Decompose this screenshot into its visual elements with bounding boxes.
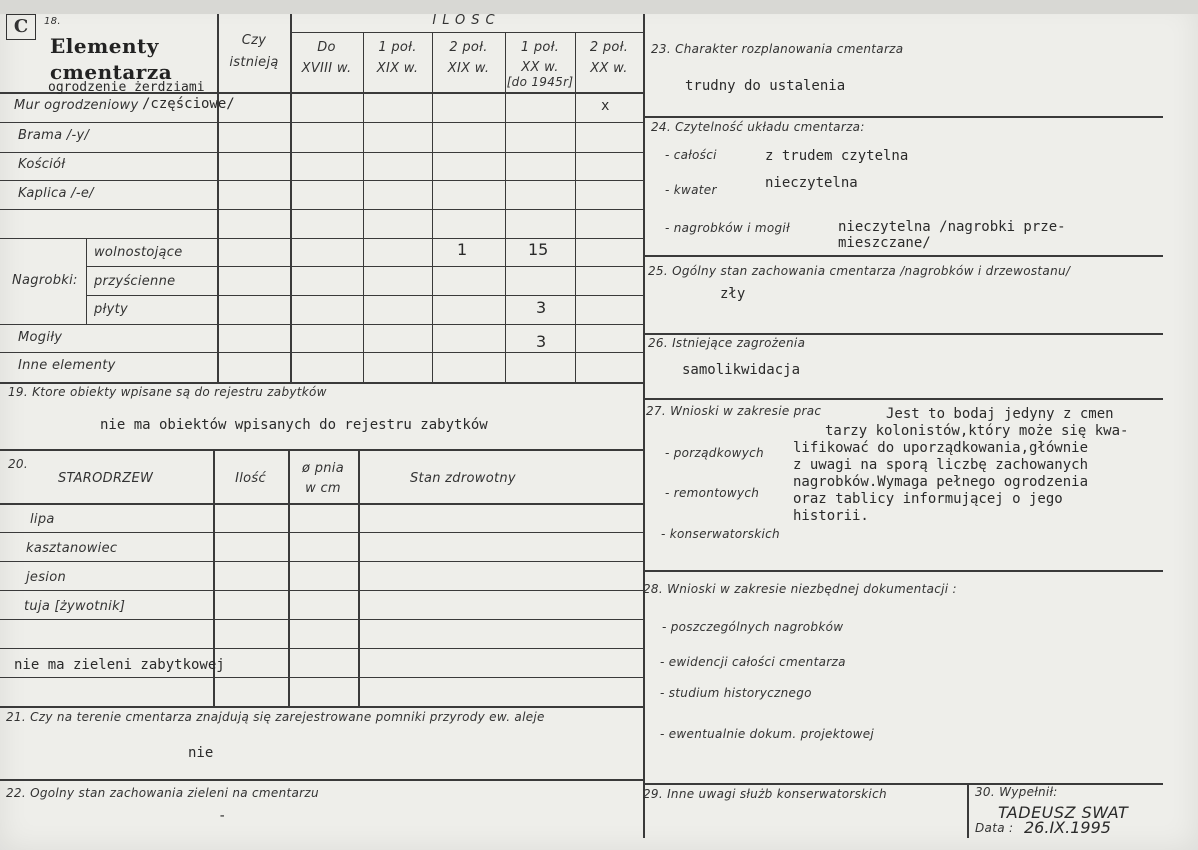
col-header-1pol-xix-w: XIX w. <box>376 61 419 76</box>
col-header-2pol-xix-w: XIX w. <box>447 61 490 76</box>
grid-line <box>643 116 1163 118</box>
section27-item-konserwatorskich: - konserwatorskich <box>661 527 780 541</box>
section20-answer: nie ma zieleni zabytkowej <box>14 657 225 673</box>
section28-item-projektowej: - ewentualnie dokum. projektowej <box>660 727 875 741</box>
section19-answer: nie ma obiektów wpisanych do rejestru zabytków <box>100 417 488 433</box>
section27-answer-line5: nagrobków.Wymaga pełnego ogrodzenia <box>793 474 1089 490</box>
section24-answer-kwater: nieczytelna <box>765 175 858 191</box>
mur-mark: x <box>601 98 610 114</box>
col-header-1pol-xx: 1 poł. <box>520 40 560 55</box>
grid-line <box>0 382 643 384</box>
section-title-line2: cmentarza <box>50 60 173 84</box>
mogily-1pol20-value: 3 <box>536 332 547 351</box>
grid-line <box>0 238 643 239</box>
center-divider <box>643 14 645 838</box>
col-header-2pol-xx-w: XX w. <box>590 61 628 76</box>
grid-line <box>0 779 643 781</box>
row-label-przyscienne: przyścienne <box>94 274 176 289</box>
wolnostojace-1pol20-value: 15 <box>528 240 549 259</box>
section28-label: 28. Wnioski w zakresie niezbędnej dokumentacji : <box>643 582 957 596</box>
section30-name: TADEUSZ SWAT <box>998 803 1129 822</box>
col-header-istnieja: istnieją <box>229 55 279 70</box>
grid-line <box>643 783 1163 785</box>
ogrodzenie-typed: ogrodzenie żerdziami <box>48 80 205 95</box>
section27-answer-line4: z uwagi na sporą liczbę zachowanych <box>793 457 1089 473</box>
grid-line <box>0 706 643 708</box>
header-starodrzew: STARODRZEW <box>58 471 154 486</box>
col-header-1pol-xx-w: XX w. <box>521 60 559 75</box>
row-label-kosciol: Kościół <box>18 157 66 172</box>
wolnostojace-2pol19-value: 1 <box>457 240 468 259</box>
row-label-kaplica: Kaplica /-e/ <box>18 186 94 201</box>
section27-answer-line2: tarzy kolonistów,który może się kwa- <box>825 423 1129 439</box>
row-label-mogily: Mogiły <box>18 330 63 345</box>
col-header-2pol-xx: 2 poł. <box>589 40 629 55</box>
grid-line <box>358 449 360 706</box>
section26-answer: samolikwidacja <box>682 362 801 378</box>
grid-line <box>86 238 87 324</box>
section25-label: 25. Ogólny stan zachowania cmentarza /nagrobków i drzewostanu/ <box>648 264 1071 278</box>
col-header-do-xviii: Do <box>317 40 336 55</box>
grid-line <box>86 266 643 267</box>
section21-answer: nie <box>188 745 214 761</box>
grid-line <box>0 122 643 123</box>
grid-line <box>0 503 643 505</box>
section19-label: 19. Ktore obiekty wpisane są do rejestru zabytków <box>8 385 327 399</box>
header-fi-pnia: ø pnia <box>302 461 344 476</box>
tree-kasztanowiec: kasztanowiec <box>26 541 118 556</box>
section30-date: 26.IX.1995 <box>1024 818 1111 837</box>
grid-line <box>0 180 643 181</box>
grid-line <box>363 32 364 382</box>
section24-answer-nagrobkow: nieczytelna /nagrobki prze- <box>838 219 1066 235</box>
section24-item-kwater: - kwater <box>665 183 717 197</box>
section30-label: 30. Wypełnił: <box>975 785 1058 799</box>
tree-jesion: jesion <box>26 570 66 585</box>
grid-line <box>290 32 643 33</box>
section22-label: 22. Ogolny stan zachowania zieleni na cmentarzu <box>6 786 319 800</box>
grid-line <box>643 398 1163 400</box>
section27-item-remontowych: - remontowych <box>665 486 760 500</box>
section24-item-calosci: - całości <box>665 148 717 162</box>
grid-line <box>0 532 643 533</box>
grid-line <box>575 32 576 382</box>
plyty-1pol20-value: 3 <box>536 298 547 317</box>
row-label-mur: Mur ogrodzeniowy <box>14 98 139 113</box>
grid-line <box>643 255 1163 257</box>
row-label-plyty: płyty <box>94 302 128 317</box>
section28-item-studium: - studium historycznego <box>660 686 812 700</box>
section22-answer: - <box>218 808 227 824</box>
section-number: 18. <box>44 16 61 27</box>
col-header-2pol-xix: 2 poł. <box>449 40 488 55</box>
section27-answer-line1: Jest to bodaj jedyny z cmen <box>886 406 1114 422</box>
grid-line <box>643 333 1163 335</box>
grid-line <box>0 324 643 325</box>
mur-typed-value: /częściowe/ <box>142 96 235 112</box>
section28-item-nagrobkow: - poszczególnych nagrobków <box>662 620 844 634</box>
section23-answer: trudny do ustalenia <box>685 78 846 94</box>
section27-answer-line6: oraz tablicy informującej o jego <box>793 491 1063 507</box>
col-header-czy: Czy <box>241 33 267 48</box>
section27-label: 27. Wnioski w zakresie prac <box>646 404 822 418</box>
row-label-nagrobki: Nagrobki: <box>12 273 78 288</box>
col-header-ilosc: ILOSC <box>432 13 501 28</box>
section26-label: 26. Istniejące zagrożenia <box>648 336 806 350</box>
col-header-1pol-xx-note: [do 1945r] <box>506 75 574 89</box>
section25-answer: zły <box>720 286 746 302</box>
tree-tuja: tuja [żywotnik] <box>24 599 126 614</box>
section24-item-nagrobkow: - nagrobków i mogił <box>665 221 790 235</box>
top-edge-strip <box>0 0 1198 14</box>
section21-label: 21. Czy na terenie cmentarza znajdują się zarejestrowane pomniki przyrody ew. aleje <box>6 710 545 724</box>
row-label-inne: Inne elementy <box>18 358 116 373</box>
header-stan-zdrowotny: Stan zdrowotny <box>410 471 516 486</box>
section28-item-ewidencji: - ewidencji całości cmentarza <box>660 655 846 669</box>
section27-item-porzadkowych: - porządkowych <box>665 446 764 460</box>
grid-line <box>432 32 433 382</box>
col-header-do-xviii-w: XVIII w. <box>301 61 352 76</box>
section24-label: 24. Czytelność układu cmentarza: <box>651 120 865 134</box>
grid-line <box>967 783 969 838</box>
tree-lipa: lipa <box>30 512 55 527</box>
grid-line <box>0 209 643 210</box>
row-label-wolnostojace: wolnostojące <box>94 245 183 260</box>
grid-line <box>643 570 1163 572</box>
grid-line <box>86 295 643 296</box>
row-label-brama: Brama /-y/ <box>18 128 90 143</box>
header-w-cm: w cm <box>305 481 341 496</box>
section24-answer-calosci: z trudem czytelna <box>765 148 909 164</box>
section30-date-label: Data : <box>975 821 1014 835</box>
grid-line <box>0 677 643 678</box>
grid-line <box>0 561 643 562</box>
col-header-1pol-xix: 1 poł. <box>378 40 417 55</box>
card-letter-box: C <box>6 14 36 40</box>
section24-answer-nagrobkow-cont: mieszczane/ <box>838 235 931 251</box>
section23-label: 23. Charakter rozplanowania cmentarza <box>651 42 904 56</box>
section27-answer-line3: lifikować do uporządkowania,głównie <box>793 440 1089 456</box>
section20-number: 20. <box>8 457 28 471</box>
grid-line <box>0 590 643 591</box>
section27-answer-line7: historii. <box>793 508 869 524</box>
grid-line <box>0 619 643 620</box>
header-ilosc: Ilość <box>235 471 266 486</box>
grid-line <box>0 449 643 451</box>
section29-label: 29. Inne uwagi służb konserwatorskich <box>643 787 887 801</box>
grid-line <box>0 648 643 649</box>
section-title-line1: Elementy <box>50 34 159 58</box>
grid-line <box>0 152 643 153</box>
grid-line <box>0 352 643 353</box>
